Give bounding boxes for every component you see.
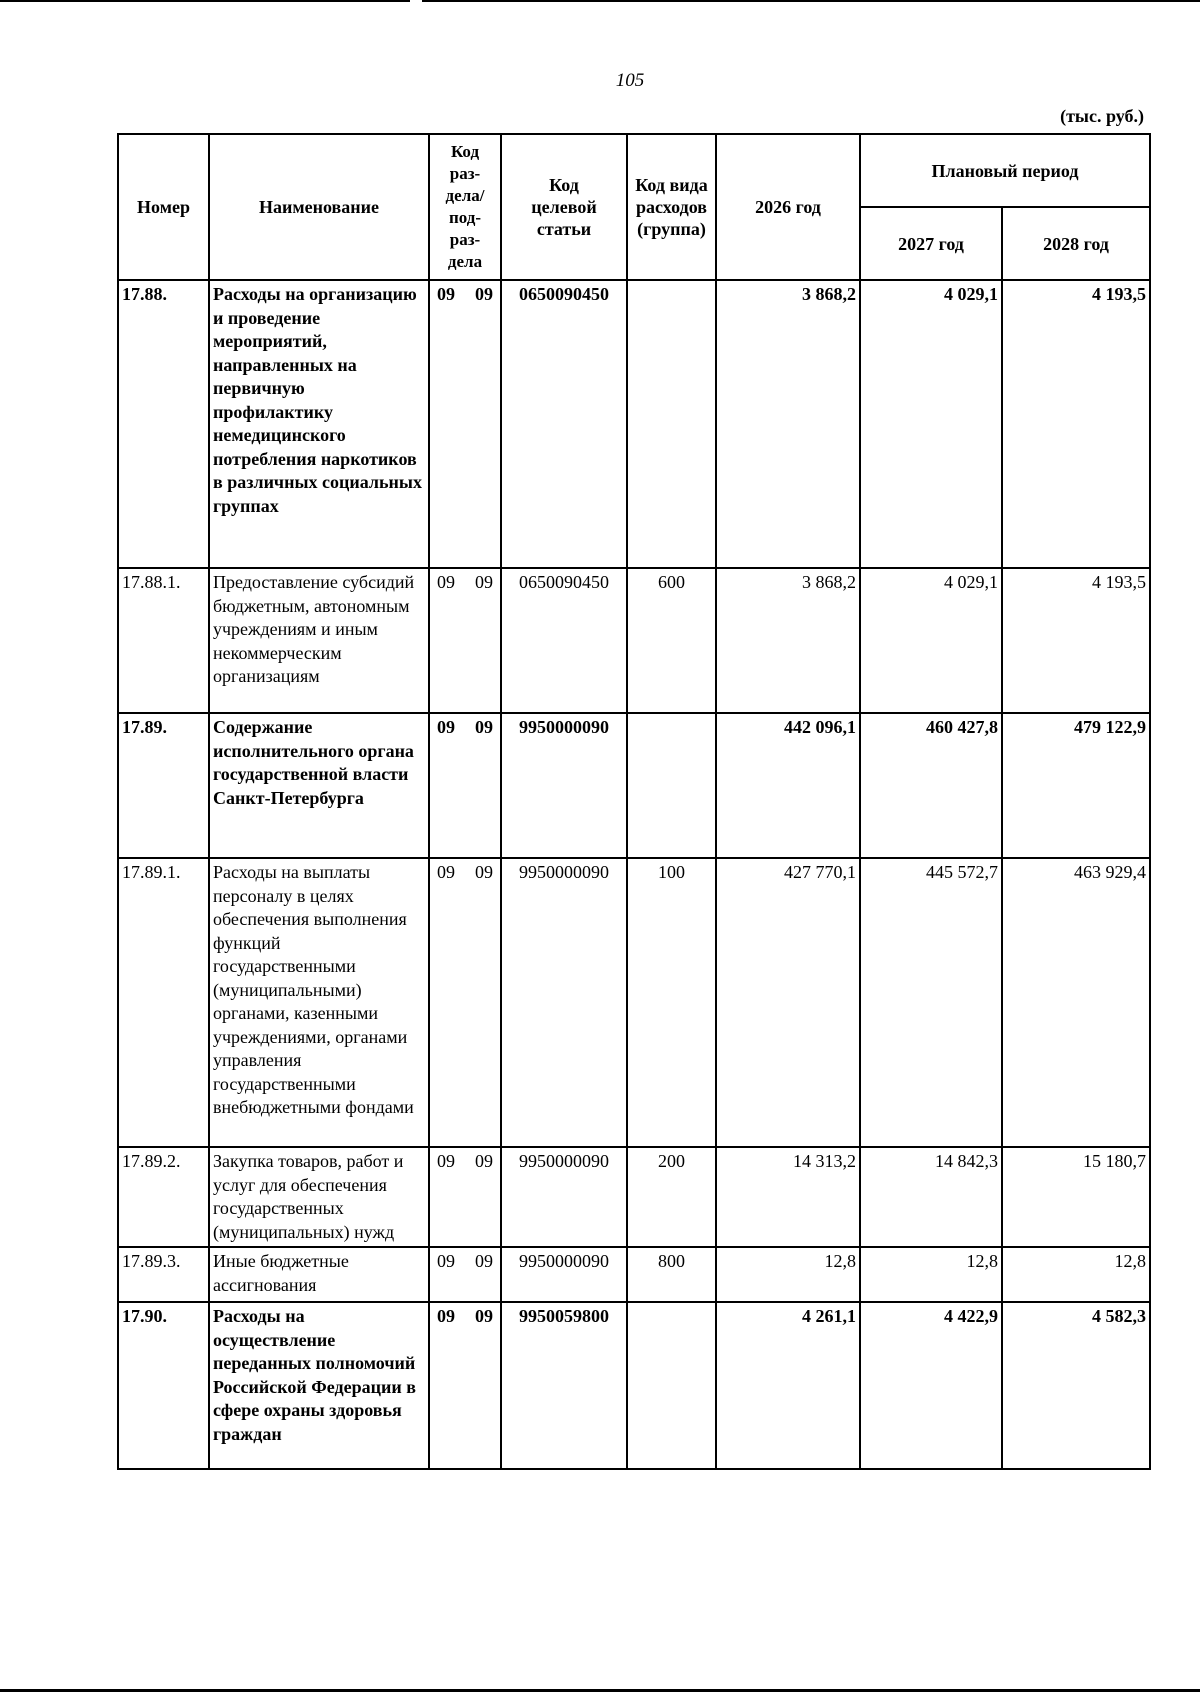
row-name: Закупка товаров, работ и услуг для обеспечения государственных (муниципальных) нужд [209, 1147, 429, 1247]
top-border-line [0, 0, 1200, 2]
row-name: Расходы на выплаты персоналу в целях обеспечения выполнения функций государственными (муниципальными) органами, казенными учреждениями, органами управления государственными внебюджетными фондами [209, 858, 429, 1147]
header-year-2027: 2027 год [860, 207, 1002, 280]
top-border-gap [410, 0, 422, 3]
header-year-2026: 2026 год [716, 134, 860, 280]
table-row [118, 568, 1150, 713]
row-section: 09 [437, 284, 455, 304]
row-name: Расходы на организацию и проведение мероприятий, направленных на первичную профилактику немедицинского потребления наркотиков в различных социальных группах [209, 280, 429, 568]
row-group: 800 [627, 1247, 716, 1302]
page-number: 105 [615, 70, 645, 91]
row-target-code: 9950059800 [501, 1302, 627, 1469]
units-label: (тыс. руб.) [1060, 106, 1144, 126]
row-section: 09 [437, 1251, 455, 1271]
row-group [627, 1302, 716, 1469]
table-row [118, 713, 1150, 858]
row-amount-2027: 445 572,7 [860, 858, 1002, 1147]
row-section: 09 [437, 572, 455, 592]
row-amount-2028: 12,8 [1002, 1247, 1150, 1302]
row-amount-2026: 427 770,1 [716, 858, 860, 1147]
row-amount-2026: 12,8 [716, 1247, 860, 1302]
header-number: Номер [118, 134, 209, 280]
row-subsection: 09 [475, 717, 493, 737]
row-amount-2028: 15 180,7 [1002, 1147, 1150, 1247]
row-target-code: 0650090450 [501, 280, 627, 568]
row-target-code: 9950000090 [501, 858, 627, 1147]
row-subsection: 09 [475, 1306, 493, 1326]
row-group: 100 [627, 858, 716, 1147]
table-row [118, 1302, 1150, 1469]
row-subsection: 09 [475, 862, 493, 882]
table-row [118, 1147, 1150, 1247]
table-header [118, 134, 1150, 280]
header-name: Наименование [209, 134, 429, 280]
header-year-2028: 2028 год [1002, 207, 1150, 280]
row-number: 17.90. [118, 1302, 209, 1469]
row-amount-2026: 3 868,2 [716, 280, 860, 568]
row-name: Содержание исполнительного органа государственной власти Санкт-Петербурга [209, 713, 429, 858]
row-subsection: 09 [475, 284, 493, 304]
row-number: 17.89.3. [118, 1247, 209, 1302]
table-body [118, 280, 1150, 1469]
row-target-code: 9950000090 [501, 713, 627, 858]
row-section-code [429, 568, 501, 713]
row-section-code [429, 1247, 501, 1302]
row-name: Предоставление субсидий бюджетным, автономным учреждениям и иным некоммерческим организациям [209, 568, 429, 713]
row-amount-2026: 4 261,1 [716, 1302, 860, 1469]
row-amount-2028: 4 193,5 [1002, 568, 1150, 713]
row-number: 17.89.2. [118, 1147, 209, 1247]
row-number: 17.88.1. [118, 568, 209, 713]
header-target-code: Код целевой статьи [501, 134, 627, 280]
row-target-code: 9950000090 [501, 1147, 627, 1247]
row-section: 09 [437, 1306, 455, 1326]
row-amount-2027: 4 029,1 [860, 568, 1002, 713]
row-name: Иные бюджетные ассигнования [209, 1247, 429, 1302]
row-group [627, 280, 716, 568]
row-amount-2027: 460 427,8 [860, 713, 1002, 858]
bottom-border-line [0, 1689, 1200, 1692]
row-amount-2027: 4 422,9 [860, 1302, 1002, 1469]
budget-table [117, 133, 1151, 1470]
row-section-code [429, 1147, 501, 1247]
row-amount-2027: 4 029,1 [860, 280, 1002, 568]
header-planned-period: Плановый период [860, 134, 1150, 207]
header-expense-type-code: Код вида расходов (группа) [627, 134, 716, 280]
row-amount-2026: 3 868,2 [716, 568, 860, 713]
row-subsection: 09 [475, 572, 493, 592]
row-amount-2028: 479 122,9 [1002, 713, 1150, 858]
row-target-code: 9950000090 [501, 1247, 627, 1302]
header-section-code: Код раз- дела/ под- раз- дела [429, 134, 501, 280]
row-name: Расходы на осуществление переданных полномочий Российской Федерации в сфере охраны здоровья граждан [209, 1302, 429, 1469]
row-amount-2028: 4 193,5 [1002, 280, 1150, 568]
row-target-code: 0650090450 [501, 568, 627, 713]
row-subsection: 09 [475, 1151, 493, 1171]
row-number: 17.89. [118, 713, 209, 858]
row-amount-2027: 12,8 [860, 1247, 1002, 1302]
row-number: 17.88. [118, 280, 209, 568]
row-amount-2026: 14 313,2 [716, 1147, 860, 1247]
table-row [118, 280, 1150, 568]
row-section-code [429, 1302, 501, 1469]
table-row [118, 1247, 1150, 1302]
row-section-code [429, 713, 501, 858]
row-amount-2028: 463 929,4 [1002, 858, 1150, 1147]
row-amount-2028: 4 582,3 [1002, 1302, 1150, 1469]
row-section-code [429, 858, 501, 1147]
row-amount-2026: 442 096,1 [716, 713, 860, 858]
row-group: 600 [627, 568, 716, 713]
table-row [118, 858, 1150, 1147]
row-section: 09 [437, 1151, 455, 1171]
row-subsection: 09 [475, 1251, 493, 1271]
row-group: 200 [627, 1147, 716, 1247]
row-number: 17.89.1. [118, 858, 209, 1147]
row-section-code [429, 280, 501, 568]
row-section: 09 [437, 862, 455, 882]
row-amount-2027: 14 842,3 [860, 1147, 1002, 1247]
row-group [627, 713, 716, 858]
row-section: 09 [437, 717, 455, 737]
